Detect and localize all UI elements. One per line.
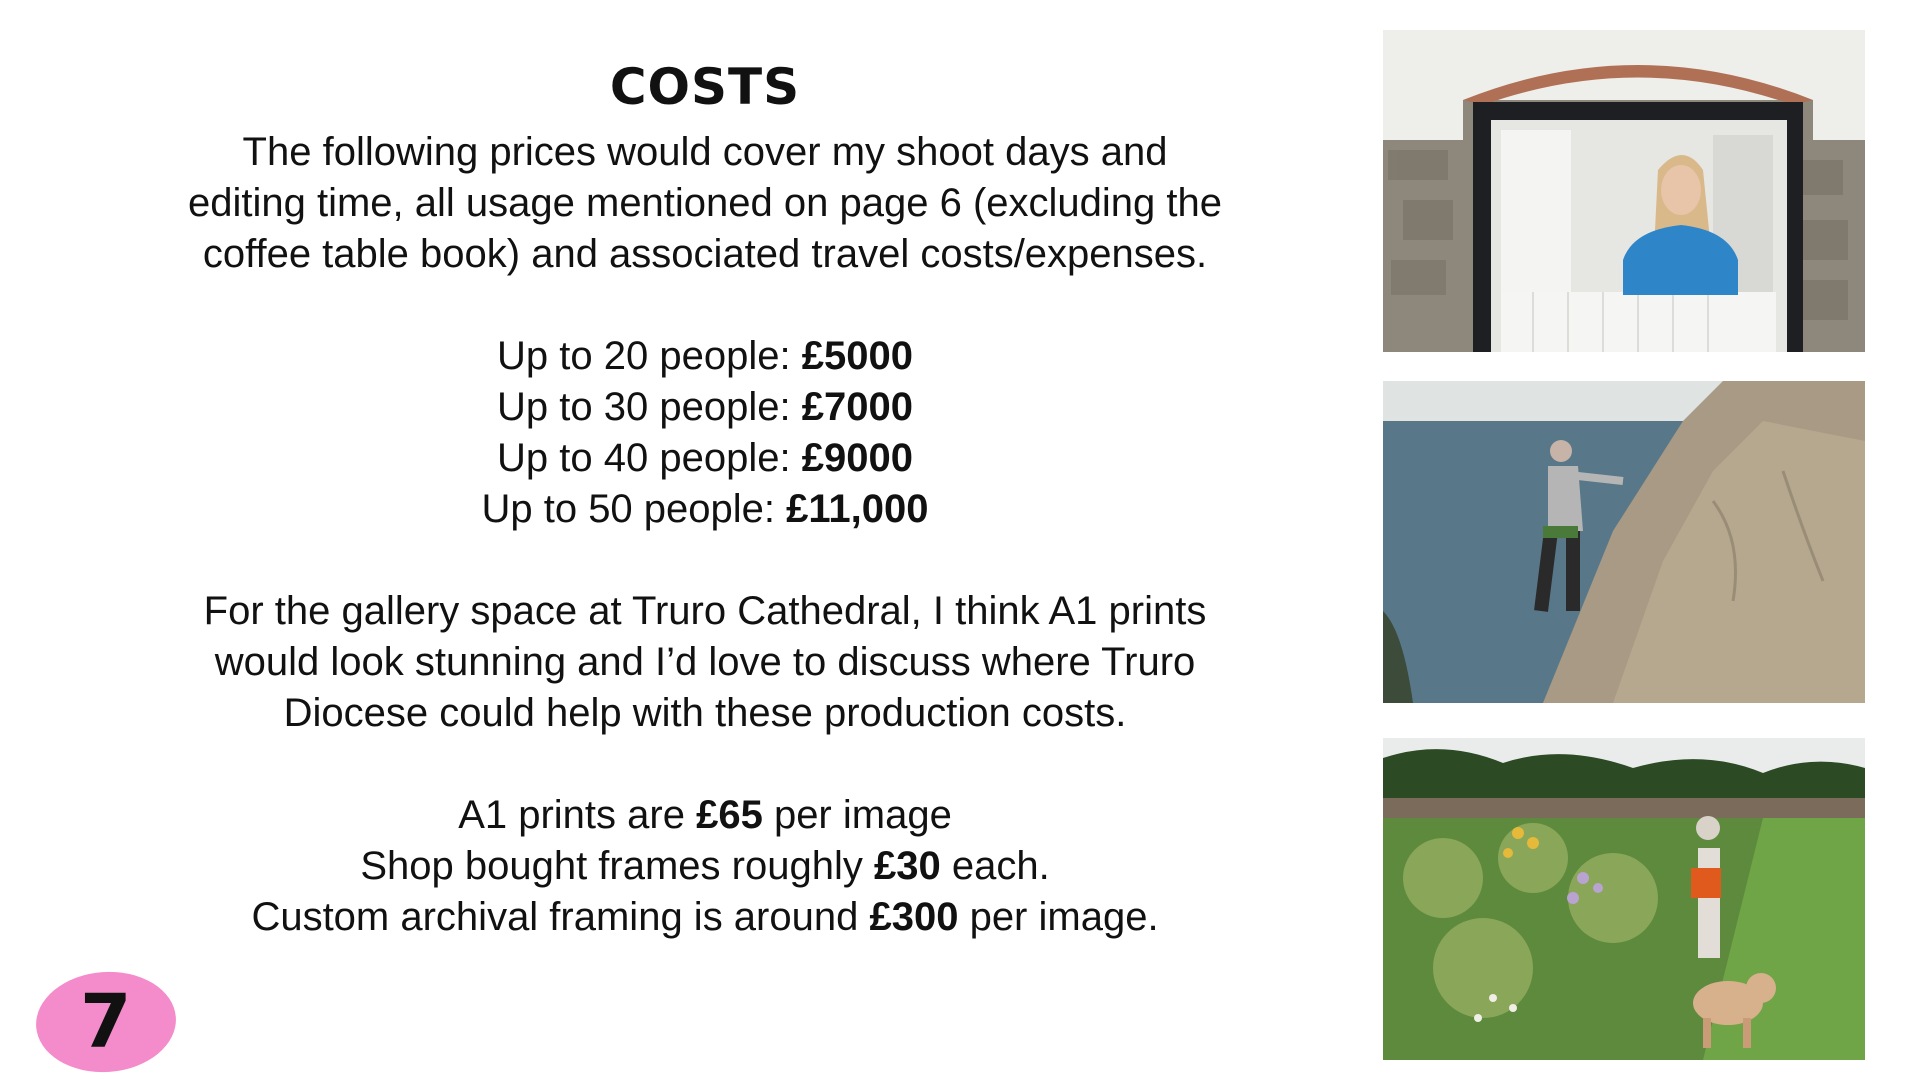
pricing-price: £9000 bbox=[801, 436, 913, 480]
pricing-row bbox=[60, 382, 1350, 433]
gallery-paragraph bbox=[60, 586, 1350, 739]
pricing-row bbox=[60, 331, 1350, 382]
pricing-label: Up to 40 people: bbox=[497, 436, 802, 480]
gallery-line: would look stunning and I’d love to discuss where Truro bbox=[214, 640, 1196, 684]
pricing-row bbox=[60, 484, 1350, 535]
intro-line: editing time, all usage mentioned on page 6 (excluding the bbox=[187, 181, 1223, 225]
content-column bbox=[60, 60, 1350, 943]
photo-window-image bbox=[1383, 30, 1865, 352]
pricing-label: Up to 30 people: bbox=[497, 385, 802, 429]
pricing-price: £5000 bbox=[801, 334, 913, 378]
prints-row bbox=[60, 790, 1350, 841]
prints-price: £30 bbox=[873, 844, 941, 888]
prints-row bbox=[60, 841, 1350, 892]
page-number: 7 bbox=[80, 979, 132, 1065]
prints-text: A1 prints are bbox=[458, 793, 697, 837]
prints-price: £65 bbox=[696, 793, 763, 837]
prints-text: per image bbox=[762, 793, 952, 837]
prints-text: each. bbox=[940, 844, 1050, 888]
pricing-row bbox=[60, 433, 1350, 484]
page-title: COSTS bbox=[609, 58, 801, 116]
gallery-line: For the gallery space at Truro Cathedral, I think A1 prints bbox=[203, 589, 1207, 633]
prints-list bbox=[60, 790, 1350, 943]
prints-row bbox=[60, 892, 1350, 943]
gallery-line: Diocese could help with these production costs. bbox=[283, 691, 1127, 735]
pricing-list bbox=[60, 331, 1350, 535]
prints-price: £300 bbox=[869, 895, 959, 939]
pricing-label: Up to 20 people: bbox=[497, 334, 802, 378]
photo-woman-in-window bbox=[1383, 30, 1865, 352]
pricing-label: Up to 50 people: bbox=[481, 487, 787, 531]
pricing-price: £7000 bbox=[801, 385, 913, 429]
photo-cliff-image bbox=[1383, 381, 1865, 703]
page-number-badge bbox=[33, 967, 180, 1077]
intro-paragraph bbox=[60, 127, 1350, 280]
prints-text: Custom archival framing is around bbox=[251, 895, 870, 939]
intro-line: The following prices would cover my shoot days and bbox=[242, 130, 1168, 174]
prints-text: Shop bought frames roughly bbox=[360, 844, 874, 888]
photo-garden-image bbox=[1383, 738, 1865, 1060]
photo-garden-with-dog bbox=[1383, 738, 1865, 1060]
intro-line: coffee table book) and associated travel costs/expenses. bbox=[202, 232, 1208, 276]
photo-climber-on-cliff bbox=[1383, 381, 1865, 703]
prints-text: per image. bbox=[958, 895, 1159, 939]
pricing-price: £11,000 bbox=[786, 487, 929, 531]
